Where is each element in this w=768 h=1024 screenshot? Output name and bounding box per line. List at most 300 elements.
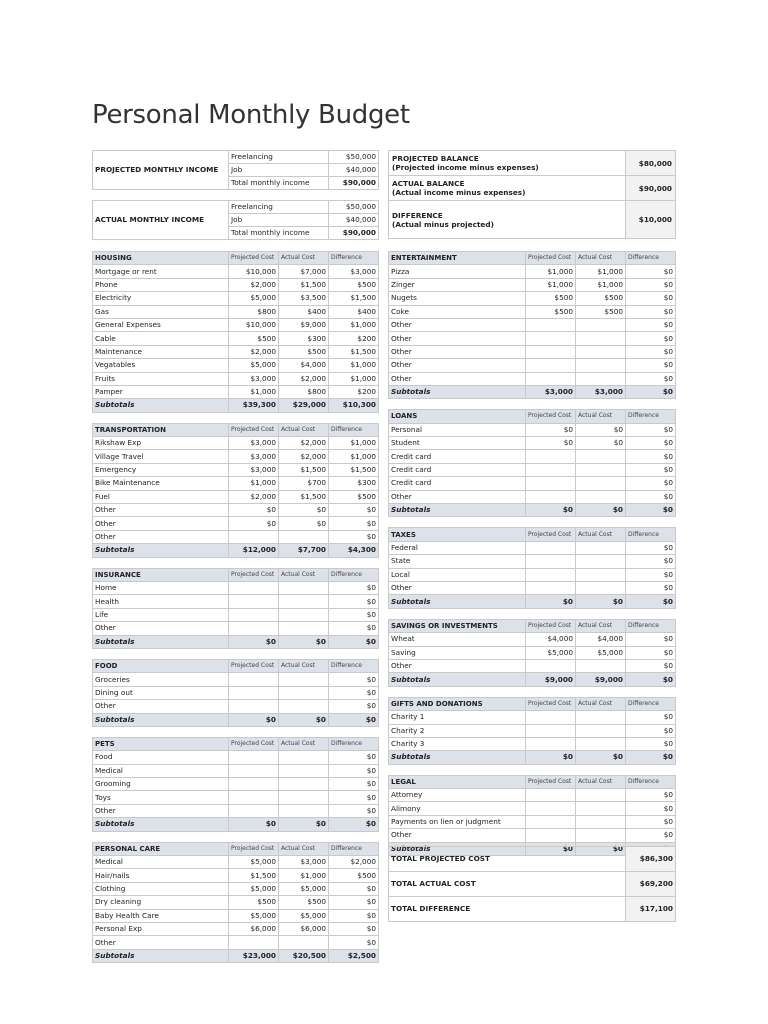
difference: $0 — [329, 622, 379, 635]
table-row — [93, 265, 379, 278]
row-label: Charity 2 — [389, 724, 526, 737]
actual-balance-value: $90,000 — [626, 176, 676, 201]
row-label: Village Travel — [93, 450, 229, 463]
difference: $500 — [329, 278, 379, 291]
table-row — [389, 711, 676, 724]
row-label: Other — [389, 829, 526, 842]
column-header-actual: Actual Cost — [576, 528, 626, 541]
subtotal-actual: $20,500 — [279, 949, 329, 962]
projected-cost — [526, 659, 576, 672]
projected-cost — [526, 802, 576, 815]
subtotal-actual: $9,000 — [576, 673, 626, 686]
projected-cost: $500 — [526, 305, 576, 318]
projected-cost — [229, 936, 279, 949]
projected-balance-label: PROJECTED BALANCE (Projected income minus expenses) — [389, 151, 626, 176]
table-row — [389, 359, 676, 372]
difference: $0 — [626, 802, 676, 815]
row-label: Other — [389, 490, 526, 503]
column-header-difference: Difference — [329, 568, 379, 581]
projected-cost — [229, 622, 279, 635]
actual-cost — [576, 372, 626, 385]
actual-cost — [576, 490, 626, 503]
projected-cost — [229, 778, 279, 791]
actual-cost — [576, 724, 626, 737]
projected-cost — [229, 581, 279, 594]
column-header-difference: Difference — [329, 423, 379, 436]
projected-cost: $2,000 — [229, 490, 279, 503]
actual-cost — [576, 463, 626, 476]
difference: $0 — [329, 804, 379, 817]
actual-cost: $5,000 — [279, 882, 329, 895]
actual-cost: $400 — [279, 305, 329, 318]
actual-cost — [279, 791, 329, 804]
table-row — [93, 804, 379, 817]
projected-cost — [526, 372, 576, 385]
row-label: Phone — [93, 278, 229, 291]
subtotal-label: Subtotals — [93, 713, 229, 726]
projected-cost: $3,000 — [229, 463, 279, 476]
column-header-difference: Difference — [626, 410, 676, 423]
difference: $0 — [329, 764, 379, 777]
table-row — [93, 922, 379, 935]
difference: $0 — [626, 437, 676, 450]
projected-cost — [526, 568, 576, 581]
row-label: Other — [93, 936, 229, 949]
difference: $400 — [329, 305, 379, 318]
actual-cost — [279, 673, 329, 686]
section-title: ENTERTAINMENT — [389, 252, 526, 265]
subtotal-projected: $39,300 — [229, 399, 279, 412]
row-label: Mortgage or rent — [93, 265, 229, 278]
difference: $0 — [626, 450, 676, 463]
actual-cost — [576, 711, 626, 724]
subtotal-actual: $3,000 — [576, 385, 626, 398]
income-total: $90,000 — [329, 227, 379, 240]
difference: $0 — [626, 292, 676, 305]
table-row — [389, 490, 676, 503]
column-header-projected: Projected Cost — [229, 659, 279, 672]
projected-cost — [526, 359, 576, 372]
difference: $0 — [626, 568, 676, 581]
actual-cost: $1,000 — [576, 278, 626, 291]
projected-cost: $5,000 — [229, 856, 279, 869]
actual-cost — [576, 568, 626, 581]
difference: $0 — [329, 504, 379, 517]
expense-table-savings-or-investments — [388, 619, 676, 687]
projected-income-label: PROJECTED MONTHLY INCOME — [93, 151, 229, 190]
total-projected-cost-value: $86,300 — [626, 847, 676, 872]
projected-cost — [526, 724, 576, 737]
projected-cost — [526, 490, 576, 503]
row-label: Electricity — [93, 292, 229, 305]
difference: $1,000 — [329, 450, 379, 463]
subtotal-actual: $0 — [576, 595, 626, 608]
table-row — [93, 359, 379, 372]
actual-cost — [576, 541, 626, 554]
subtotal-label: Subtotals — [389, 842, 526, 855]
projected-cost: $10,000 — [229, 265, 279, 278]
table-row — [93, 936, 379, 949]
expense-table-legal — [388, 775, 676, 856]
column-header-projected: Projected Cost — [229, 842, 279, 855]
table-row — [93, 581, 379, 594]
row-label: Fruits — [93, 372, 229, 385]
projected-balance-value: $80,000 — [626, 151, 676, 176]
table-row — [389, 555, 676, 568]
row-label: Federal — [389, 541, 526, 554]
difference: $0 — [626, 345, 676, 358]
column-header-difference: Difference — [329, 252, 379, 265]
expense-table-food — [92, 659, 379, 727]
projected-cost — [526, 477, 576, 490]
projected-cost: $5,000 — [229, 909, 279, 922]
actual-cost — [576, 318, 626, 331]
projected-cost: $1,000 — [229, 385, 279, 398]
subtotal-difference: $0 — [626, 595, 676, 608]
table-row — [93, 608, 379, 621]
projected-cost — [526, 450, 576, 463]
projected-cost — [229, 530, 279, 543]
income-value: $40,000 — [329, 164, 379, 177]
actual-cost — [279, 595, 329, 608]
projected-cost: $500 — [229, 332, 279, 345]
actual-cost — [576, 477, 626, 490]
table-row — [389, 815, 676, 828]
subtotal-row — [389, 385, 676, 398]
difference: $0 — [626, 829, 676, 842]
row-label: Dining out — [93, 686, 229, 699]
projected-cost — [526, 815, 576, 828]
column-header-projected: Projected Cost — [526, 528, 576, 541]
row-label: Grooming — [93, 778, 229, 791]
subtotal-actual: $0 — [279, 713, 329, 726]
difference: $0 — [329, 530, 379, 543]
row-label: Fuel — [93, 490, 229, 503]
difference: $1,500 — [329, 345, 379, 358]
row-label: Other — [389, 372, 526, 385]
column-header-actual: Actual Cost — [576, 619, 626, 632]
subtotal-label: Subtotals — [93, 818, 229, 831]
row-label: Coke — [389, 305, 526, 318]
projected-cost — [229, 673, 279, 686]
actual-cost: $2,000 — [279, 437, 329, 450]
actual-cost: $500 — [576, 305, 626, 318]
expense-table-transportation — [92, 423, 379, 558]
row-label: Credit card — [389, 450, 526, 463]
subtotal-row — [93, 713, 379, 726]
actual-cost: $0 — [279, 504, 329, 517]
table-row — [389, 345, 676, 358]
table-row — [389, 568, 676, 581]
difference: $0 — [626, 463, 676, 476]
row-label: Student — [389, 437, 526, 450]
actual-cost: $1,000 — [279, 869, 329, 882]
subtotal-row — [93, 635, 379, 648]
column-header-projected: Projected Cost — [526, 252, 576, 265]
difference: $0 — [626, 359, 676, 372]
row-label: Life — [93, 608, 229, 621]
actual-cost — [279, 751, 329, 764]
table-row — [93, 764, 379, 777]
projected-cost: $5,000 — [229, 882, 279, 895]
difference: $200 — [329, 385, 379, 398]
subtotal-difference: $0 — [329, 818, 379, 831]
table-row — [389, 463, 676, 476]
subtotal-label: Subtotals — [389, 504, 526, 517]
total-difference-label: TOTAL DIFFERENCE — [389, 897, 626, 922]
actual-cost: $7,000 — [279, 265, 329, 278]
row-label: Pamper — [93, 385, 229, 398]
projected-cost — [229, 751, 279, 764]
actual-cost: $0 — [279, 517, 329, 530]
right-expense-column — [388, 251, 676, 866]
section-title: SAVINGS OR INVESTMENTS — [389, 619, 526, 632]
row-label: Medical — [93, 764, 229, 777]
projected-cost — [229, 595, 279, 608]
row-label: Cable — [93, 332, 229, 345]
projected-cost — [526, 345, 576, 358]
subtotal-row — [93, 544, 379, 557]
actual-cost — [576, 659, 626, 672]
projected-cost — [526, 737, 576, 750]
section-title: LOANS — [389, 410, 526, 423]
difference: $0 — [626, 332, 676, 345]
projected-cost — [229, 764, 279, 777]
subtotal-label: Subtotals — [389, 595, 526, 608]
table-row — [93, 882, 379, 895]
column-header-difference: Difference — [329, 659, 379, 672]
difference: $0 — [626, 646, 676, 659]
table-row — [389, 318, 676, 331]
row-label: Attorney — [389, 789, 526, 802]
row-label: Payments on lien or judgment — [389, 815, 526, 828]
subtotal-difference: $0 — [626, 751, 676, 764]
column-header-actual: Actual Cost — [279, 737, 329, 750]
difference: $0 — [626, 737, 676, 750]
actual-cost — [279, 608, 329, 621]
expense-table-taxes — [388, 527, 676, 608]
projected-cost — [229, 700, 279, 713]
table-row — [93, 278, 379, 291]
actual-cost: $5,000 — [279, 909, 329, 922]
difference: $1,000 — [329, 359, 379, 372]
projected-cost: $10,000 — [229, 318, 279, 331]
subtotal-row — [93, 818, 379, 831]
subtotal-projected: $0 — [526, 595, 576, 608]
table-row — [389, 265, 676, 278]
column-header-difference: Difference — [329, 737, 379, 750]
actual-cost: $3,500 — [279, 292, 329, 305]
row-label: Personal Exp — [93, 922, 229, 935]
table-row — [389, 802, 676, 815]
column-header-projected: Projected Cost — [526, 775, 576, 788]
column-header-actual: Actual Cost — [279, 252, 329, 265]
difference: $1,000 — [329, 437, 379, 450]
projected-cost — [229, 804, 279, 817]
difference: $0 — [329, 882, 379, 895]
expense-table-loans — [388, 409, 676, 517]
section-title: HOUSING — [93, 252, 229, 265]
section-title: GIFTS AND DONATIONS — [389, 697, 526, 710]
column-header-projected: Projected Cost — [229, 252, 279, 265]
difference: $500 — [329, 869, 379, 882]
column-header-difference: Difference — [626, 252, 676, 265]
difference: $0 — [626, 541, 676, 554]
subtotal-difference: $0 — [626, 673, 676, 686]
row-label: Other — [93, 530, 229, 543]
subtotal-label: Subtotals — [93, 635, 229, 648]
projected-cost — [526, 318, 576, 331]
actual-balance-label: ACTUAL BALANCE (Actual income minus expenses) — [389, 176, 626, 201]
subtotal-projected: $3,000 — [526, 385, 576, 398]
table-row — [389, 633, 676, 646]
difference: $0 — [626, 724, 676, 737]
projected-cost — [229, 608, 279, 621]
difference: $500 — [329, 490, 379, 503]
projected-cost — [526, 711, 576, 724]
income-value: $50,000 — [329, 201, 379, 214]
table-row — [93, 751, 379, 764]
actual-cost: $500 — [279, 896, 329, 909]
subtotal-projected: $0 — [229, 818, 279, 831]
total-projected-cost-label: TOTAL PROJECTED COST — [389, 847, 626, 872]
difference: $0 — [626, 372, 676, 385]
subtotal-row — [389, 673, 676, 686]
row-label: Clothing — [93, 882, 229, 895]
subtotal-label: Subtotals — [93, 399, 229, 412]
table-row — [93, 305, 379, 318]
projected-cost: $1,000 — [526, 265, 576, 278]
income-total: $90,000 — [329, 177, 379, 190]
actual-cost — [576, 789, 626, 802]
subtotal-actual: $0 — [576, 504, 626, 517]
table-row — [93, 517, 379, 530]
subtotal-label: Subtotals — [389, 751, 526, 764]
table-row — [389, 789, 676, 802]
actual-cost: $3,000 — [279, 856, 329, 869]
table-row — [93, 332, 379, 345]
difference: $0 — [329, 778, 379, 791]
subtotal-difference: $0 — [626, 504, 676, 517]
row-label: Saving — [389, 646, 526, 659]
column-header-difference: Difference — [626, 528, 676, 541]
row-label: Home — [93, 581, 229, 594]
subtotal-label: Subtotals — [389, 385, 526, 398]
projected-cost: $0 — [526, 423, 576, 436]
difference: $200 — [329, 332, 379, 345]
difference: $300 — [329, 477, 379, 490]
table-row — [93, 504, 379, 517]
subtotal-actual: $29,000 — [279, 399, 329, 412]
difference: $0 — [626, 815, 676, 828]
difference: $0 — [329, 595, 379, 608]
row-label: Alimony — [389, 802, 526, 815]
table-row — [93, 778, 379, 791]
difference: $0 — [626, 555, 676, 568]
table-row — [389, 581, 676, 594]
projected-cost: $0 — [526, 437, 576, 450]
difference: $0 — [626, 633, 676, 646]
table-row — [389, 737, 676, 750]
actual-cost: $9,000 — [279, 318, 329, 331]
table-row — [93, 437, 379, 450]
table-row — [93, 372, 379, 385]
total-actual-cost-value: $69,200 — [626, 872, 676, 897]
actual-cost: $4,000 — [576, 633, 626, 646]
subtotal-row — [93, 399, 379, 412]
row-label: Charity 1 — [389, 711, 526, 724]
projected-cost: $5,000 — [526, 646, 576, 659]
column-header-actual: Actual Cost — [576, 775, 626, 788]
projected-cost: $5,000 — [229, 359, 279, 372]
actual-cost: $1,000 — [576, 265, 626, 278]
projected-cost: $6,000 — [229, 922, 279, 935]
section-title: TRANSPORTATION — [93, 423, 229, 436]
actual-income-block — [92, 200, 379, 240]
subtotal-actual: $7,700 — [279, 544, 329, 557]
projected-cost: $500 — [229, 896, 279, 909]
column-header-difference: Difference — [626, 619, 676, 632]
row-label: Hair/nails — [93, 869, 229, 882]
subtotal-actual: $0 — [576, 842, 626, 855]
table-row — [389, 829, 676, 842]
difference: $0 — [329, 922, 379, 935]
difference: $0 — [626, 318, 676, 331]
row-label: Charity 3 — [389, 737, 526, 750]
column-header-projected: Projected Cost — [526, 697, 576, 710]
column-header-projected: Projected Cost — [229, 423, 279, 436]
actual-cost — [279, 778, 329, 791]
row-label: State — [389, 555, 526, 568]
actual-cost — [279, 936, 329, 949]
expense-table-entertainment — [388, 251, 676, 399]
subtotal-difference: $0 — [626, 385, 676, 398]
actual-cost — [279, 700, 329, 713]
difference: $0 — [626, 265, 676, 278]
projected-cost: $0 — [229, 517, 279, 530]
row-label: Maintenance — [93, 345, 229, 358]
column-header-actual: Actual Cost — [576, 410, 626, 423]
actual-cost — [576, 450, 626, 463]
difference-value: $10,000 — [626, 201, 676, 239]
actual-cost — [279, 581, 329, 594]
actual-cost: $1,500 — [279, 463, 329, 476]
subtotal-difference: $0 — [329, 635, 379, 648]
difference: $1,000 — [329, 372, 379, 385]
row-label: Other — [389, 345, 526, 358]
difference: $1,000 — [329, 318, 379, 331]
table-row — [93, 450, 379, 463]
left-expense-column — [92, 251, 379, 973]
table-row — [93, 869, 379, 882]
row-label: Other — [93, 622, 229, 635]
difference: $0 — [329, 896, 379, 909]
income-total-label: Total monthly income — [229, 177, 329, 190]
page-title: Personal Monthly Budget — [92, 100, 410, 130]
row-label: Medical — [93, 856, 229, 869]
row-label: Other — [93, 504, 229, 517]
actual-cost — [576, 815, 626, 828]
actual-cost — [279, 622, 329, 635]
table-row — [389, 724, 676, 737]
projected-cost: $1,000 — [229, 477, 279, 490]
projected-cost: $2,000 — [229, 345, 279, 358]
subtotal-actual: $0 — [279, 818, 329, 831]
subtotal-projected: $0 — [526, 751, 576, 764]
row-label: Vegatables — [93, 359, 229, 372]
row-label: Groceries — [93, 673, 229, 686]
column-header-difference: Difference — [626, 697, 676, 710]
